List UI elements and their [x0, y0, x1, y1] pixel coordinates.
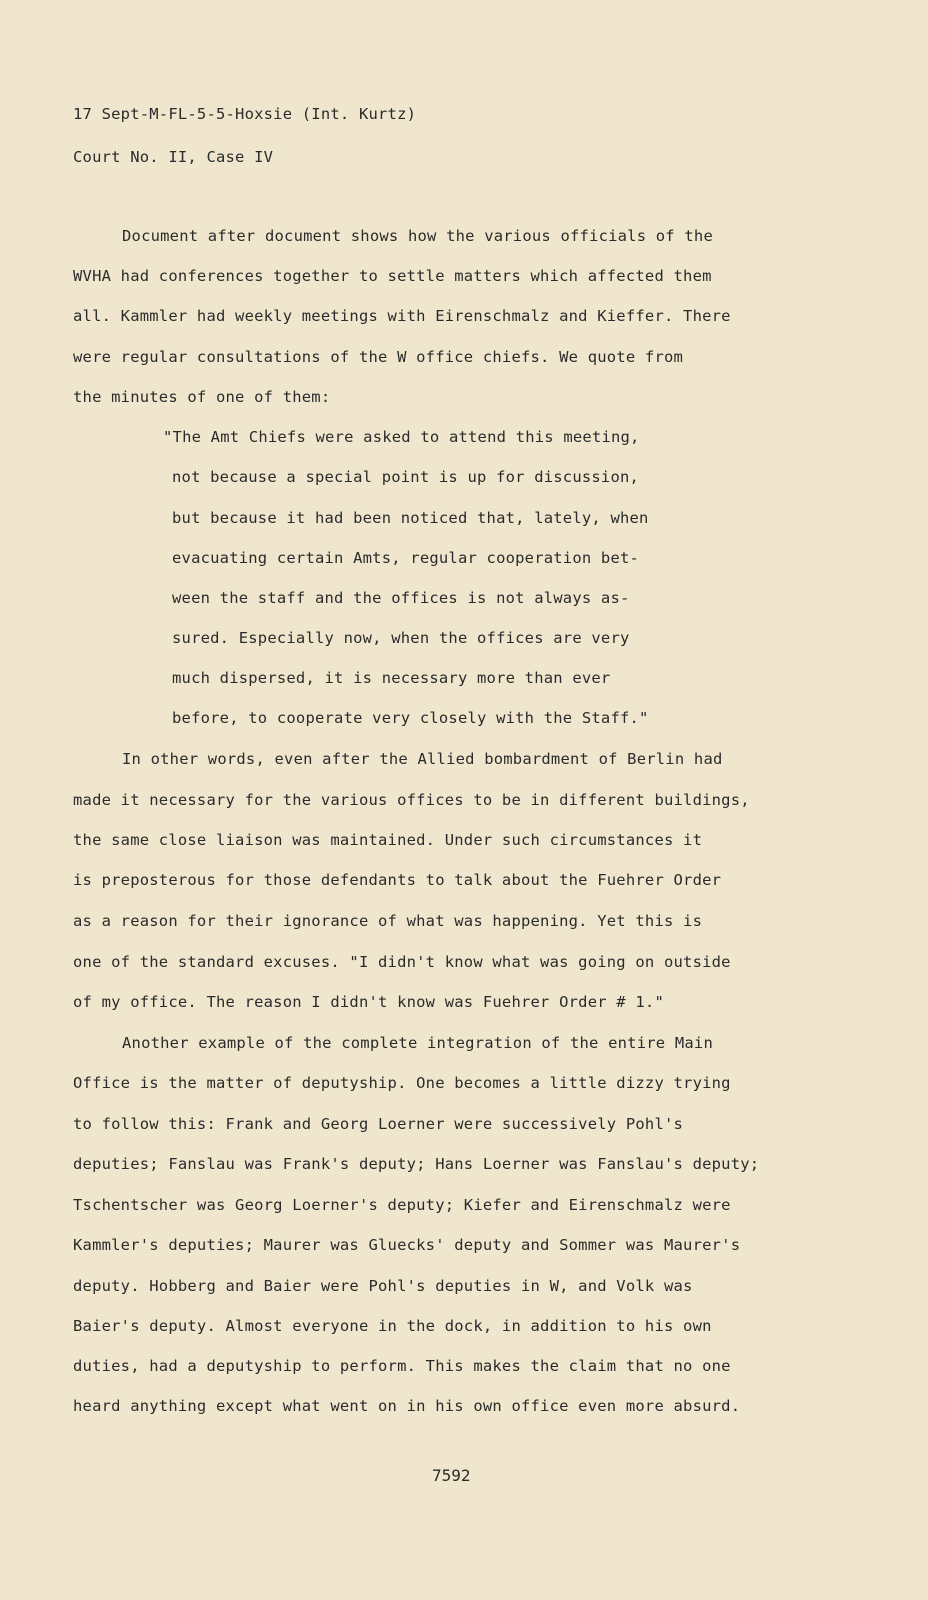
body-line: heard anything except what went on in his own office even more absurd.: [73, 1397, 741, 1415]
body-line: WVHA had conferences together to settle matters which affected them: [73, 267, 712, 285]
body-line: In other words, even after the Allied bombardment of Berlin had: [122, 750, 723, 768]
body-line: Tschentscher was Georg Loerner's deputy; Kiefer and Eirenschmalz were: [73, 1196, 731, 1214]
body-line: Another example of the complete integration of the entire Main: [122, 1034, 713, 1052]
body-line: were regular consultations of the W office chiefs. We quote from: [73, 348, 684, 366]
quote-line: not because a special point is up for discussion,: [172, 468, 640, 486]
body-line: the same close liaison was maintained. Under such circumstances it: [73, 831, 703, 849]
quote-line: much dispersed, it is necessary more than ever: [172, 669, 611, 687]
page-number: 7592: [432, 1466, 471, 1485]
body-line: deputies; Fanslau was Frank's deputy; Hans Loerner was Fanslau's deputy;: [73, 1155, 760, 1173]
body-line: as a reason for their ignorance of what was happening. Yet this is: [73, 912, 703, 930]
body-line: of my office. The reason I didn't know was Fuehrer Order # 1.": [73, 993, 664, 1011]
quote-line: "The Amt Chiefs were asked to attend this meeting,: [163, 428, 640, 446]
body-line: to follow this: Frank and Georg Loerner were successively Pohl's: [73, 1115, 684, 1133]
quote-line: but because it had been noticed that, lately, when: [172, 509, 649, 527]
body-line: all. Kammler had weekly meetings with Eirenschmalz and Kieffer. There: [73, 307, 731, 325]
body-line: one of the standard excuses. "I didn't know what was going on outside: [73, 953, 731, 971]
body-line: Baier's deputy. Almost everyone in the dock, in addition to his own: [73, 1317, 712, 1335]
body-line: Document after document shows how the various officials of the: [122, 227, 713, 245]
body-line: the minutes of one of them:: [73, 388, 331, 406]
body-line: duties, had a deputyship to perform. This makes the claim that no one: [73, 1357, 731, 1375]
quote-line: evacuating certain Amts, regular cooperation bet-: [172, 549, 640, 567]
quote-line: sured. Especially now, when the offices are very: [172, 629, 630, 647]
body-line: made it necessary for the various offices to be in different buildings,: [73, 791, 750, 809]
body-line: deputy. Hobberg and Baier were Pohl's deputies in W, and Volk was: [73, 1277, 693, 1295]
quote-line: before, to cooperate very closely with the Staff.": [172, 709, 649, 727]
header-line-2: Court No. II, Case IV: [73, 148, 274, 166]
body-line: Kammler's deputies; Maurer was Gluecks' deputy and Sommer was Maurer's: [73, 1236, 741, 1254]
body-line: Office is the matter of deputyship. One becomes a little dizzy trying: [73, 1074, 731, 1092]
quote-line: ween the staff and the offices is not always as-: [172, 589, 630, 607]
body-line: is preposterous for those defendants to talk about the Fuehrer Order: [73, 871, 722, 889]
header-line-1: 17 Sept-M-FL-5-5-Hoxsie (Int. Kurtz): [73, 105, 417, 123]
